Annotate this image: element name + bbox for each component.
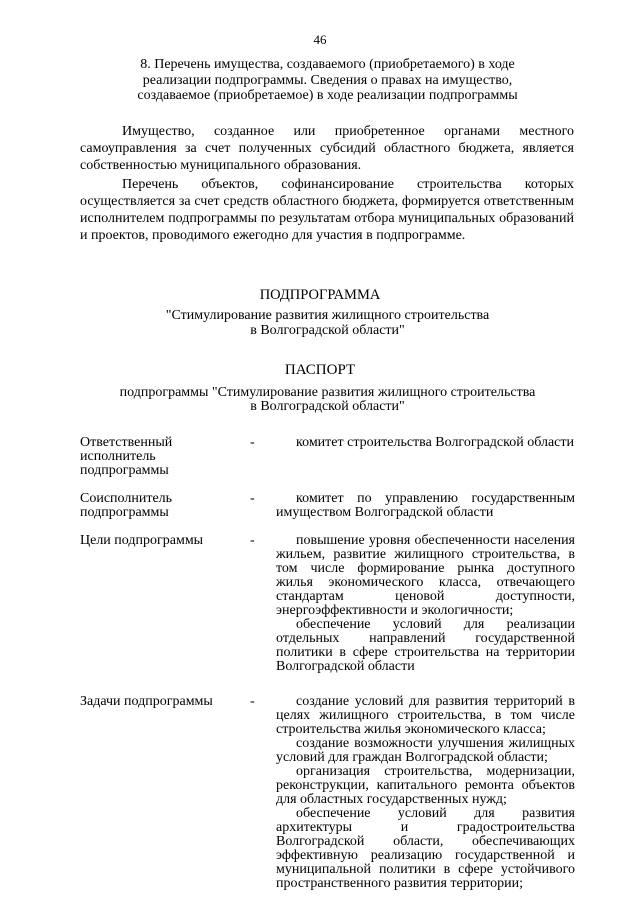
row-value-item: создание возможности улучшения жилищных условий для граждан Волгоградской области; — [276, 736, 575, 765]
passport-label: ПАСПОРТ — [284, 362, 356, 378]
row-value — [272, 436, 575, 450]
passport-subtitle: подпрограммы "Стимулирование развития жилищного строительства в Волгоградской области" — [119, 385, 536, 414]
row-dash: - — [250, 491, 255, 506]
program-title: "Стимулирование развития жилищного строительства в Волгоградской области" — [165, 308, 490, 338]
paragraph-objects-list: Перечень объектов, софинансирование строительства которых осуществляется за счет средств областного бюджета, формируется ответственным исполнителем подпрограммы по результатам отбора муниципальных образований и проектов, проводимого ежегодно для участия в подпрограмме. — [80, 177, 574, 243]
row-dash: - — [250, 533, 255, 548]
passport-row-responsible — [80, 436, 575, 478]
row-value-item: повышение уровня обеспеченности населения жильем, развитие жилищного строительства, в том числе формирование рынка доступного жилья экономического класса, отвечающего стандартам ценовой доступности, энергоэффективности и экологичности; — [276, 533, 575, 618]
section-heading: 8. Перечень имущества, создаваемого (приобретаемого) в ходе реализации подпрограммы. Сведения о правах на имущество, создаваемое (приобретаемое) в ходе реализации подпрограммы — [137, 57, 518, 103]
row-value — [272, 534, 575, 674]
page-number: 46 — [313, 32, 327, 47]
row-value-item: обеспечение условий для развития архитектуры и градостроительства Волгоградской области, обеспечивающих эффективную реализацию государственной и муниципальной политики в сфере устойчивого пространственного развития территории; — [276, 806, 575, 891]
passport-table — [80, 436, 575, 891]
program-label: ПОДПРОГРАММА — [259, 287, 381, 303]
row-value-item: обеспечение условий для реализации отдельных направлений государственной политики в сфере строительства на территории Волгоградской области — [276, 617, 575, 674]
row-label: Ответственный исполнитель подпрограммы — [80, 435, 173, 478]
passport-row-goals — [80, 534, 575, 674]
row-value — [272, 492, 575, 520]
row-dash: - — [250, 435, 255, 450]
row-value-item: комитет по управлению государственным имуществом Волгоградской области — [276, 491, 575, 520]
row-label: Соисполнитель подпрограммы — [80, 491, 173, 520]
row-label: Цели подпрограммы — [80, 533, 204, 548]
paragraph-property: Имущество, созданное или приобретенное органами местного самоуправления за счет полученных субсидий областного бюджета, является собственностью муниципального образования. — [80, 124, 574, 173]
row-dash: - — [250, 694, 255, 709]
passport-row-coexecutor — [80, 492, 575, 520]
passport-row-tasks — [80, 695, 575, 891]
row-value-item: создание условий для развития территорий в целях жилищного строительства, в том числе строительства жилья экономического класса; — [276, 694, 575, 737]
row-label: Задачи подпрограммы — [80, 694, 213, 709]
row-value — [272, 695, 575, 891]
row-value-item: организация строительства, модернизации, реконструкции, капитального ремонта объектов для областных государственных нужд; — [276, 764, 575, 807]
row-value-item: комитет строительства Волгоградской области — [296, 435, 575, 450]
